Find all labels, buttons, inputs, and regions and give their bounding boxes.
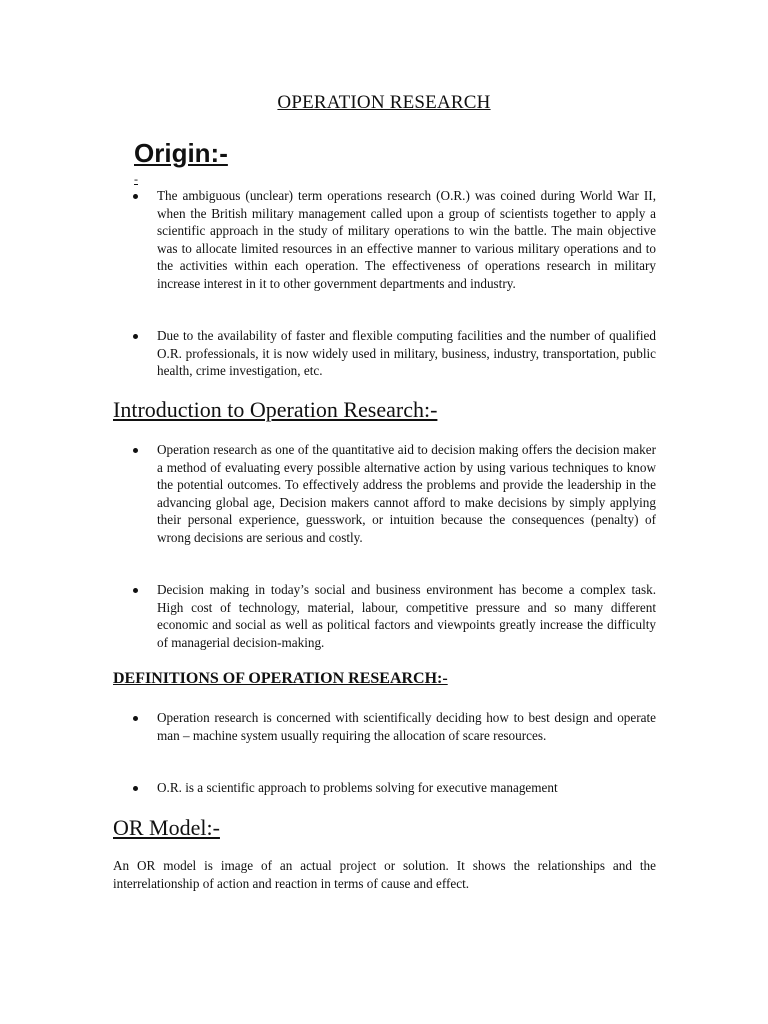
bullet-text: O.R. is a scientific approach to problems solving for executive management [157, 780, 558, 795]
bullet-text: Due to the availability of faster and flexible computing facilities and the number of qualified O.R. professionals, it is now widely used in military, business, industry, transportation, public health, crime investigation, etc. [157, 328, 656, 379]
or-model-heading: OR Model:- [113, 815, 220, 840]
bullet-dot [133, 334, 138, 339]
bullet-text: The ambiguous (unclear) term operations research (O.R.) was coined during World War II, when the British military management called upon a group of scientists together to apply a scientific approach in the study of military operations to win the battle. The main objective was to allocate limited resources in an effective manner to various military operations and to the activities within each operation. The effectiveness of operations research in military increase interest in it to other government departments and industry. [157, 188, 656, 291]
introduction-bullet-list [113, 441, 656, 547]
list-item [113, 441, 656, 547]
list-item [113, 187, 656, 293]
list-item [113, 709, 656, 744]
introduction-bullet-list-2 [113, 581, 656, 651]
bullet-text: Operation research as one of the quantitative aid to decision making offers the decision maker a method of evaluating every possible alternative action by using various techniques to know the potential outcomes. To effectively address the problems and provide the leadership in the advancing global age, Decision makers cannot afford to make decisions by simply applying their personal experience, guesswork, or intuition because the consequences (penalty) of wrong decisions are serious and costly. [157, 442, 656, 545]
bullet-dot [133, 194, 138, 199]
origin-heading: Origin:- [134, 138, 228, 168]
list-item [113, 779, 656, 797]
origin-heading-dash: - [134, 172, 138, 186]
definitions-bullet-list [113, 709, 656, 744]
origin-bullet-list-2 [113, 327, 656, 380]
list-item [113, 327, 656, 380]
document-title: OPERATION RESEARCH [277, 92, 491, 113]
bullet-dot [133, 448, 138, 453]
origin-bullet-list [113, 187, 656, 293]
introduction-heading: Introduction to Operation Research:- [113, 397, 438, 422]
definitions-bullet-list-2 [113, 779, 656, 797]
bullet-text: Decision making in today’s social and business environment has become a complex task. High cost of technology, material, labour, competitive pressure and so many different economic and social as well as political factors and viewpoints greatly increase the difficulty of managerial decision-making. [157, 582, 656, 650]
bullet-dot [133, 588, 138, 593]
definitions-heading: DEFINITIONS OF OPERATION RESEARCH:- [113, 670, 448, 687]
bullet-dot [133, 786, 138, 791]
list-item [113, 581, 656, 651]
bullet-text: Operation research is concerned with scientifically deciding how to best design and operate man – machine system usually requiring the allocation of scare resources. [157, 710, 656, 743]
bullet-dot [133, 716, 138, 721]
or-model-paragraph: An OR model is image of an actual project or solution. It shows the relationships and the interrelationship of action and reaction in terms of cause and effect. [113, 858, 656, 891]
